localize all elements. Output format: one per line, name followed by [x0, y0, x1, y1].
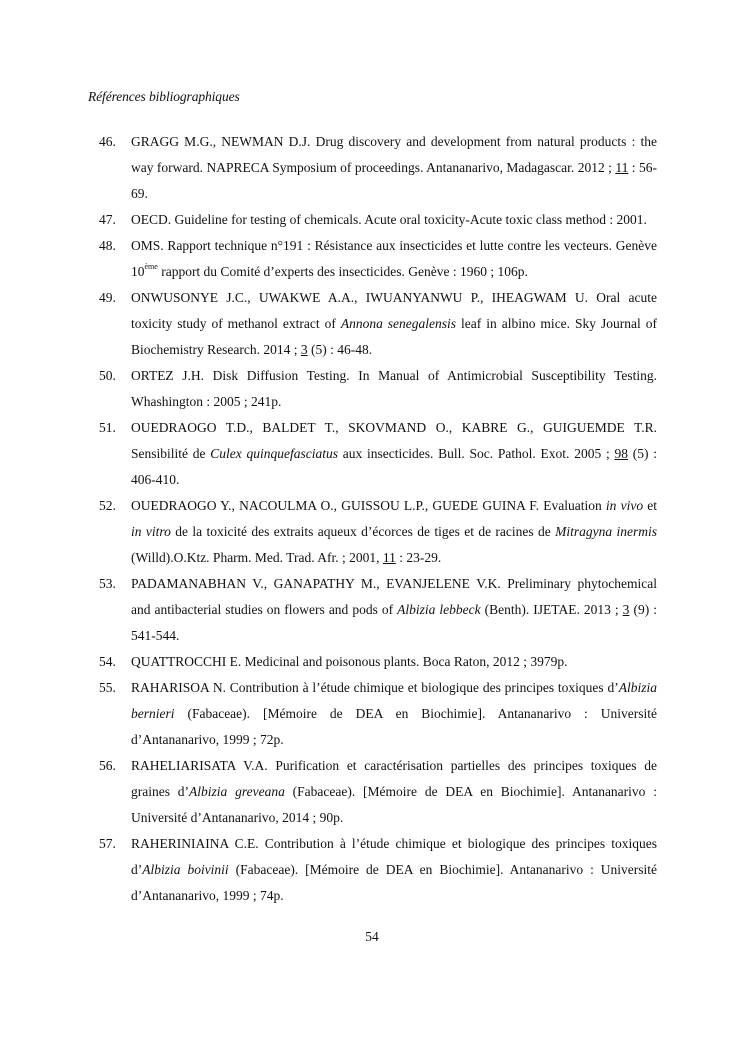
- reference-number: 47.: [99, 212, 116, 227]
- reference-item: [99, 493, 657, 571]
- reference-volume: 98: [614, 446, 628, 461]
- reference-item: [99, 571, 657, 649]
- reference-text: PADAMANABHAN V., GANAPATHY M., EVANJELENE V.K. Preliminary phytochemical and antibacterial studies on flowers and pods of: [131, 576, 657, 617]
- reference-number: 54.: [99, 654, 116, 669]
- reference-text: leaf in albino mice. Sky Journal of Biochemistry Research. 2014 ;: [131, 316, 657, 357]
- reference-item: [99, 415, 657, 493]
- reference-volume: 11: [382, 550, 396, 565]
- page-number: 54: [365, 929, 379, 944]
- reference-item: [99, 831, 657, 909]
- reference-number: 56.: [99, 758, 116, 773]
- reference-italic-text: Albizia boivinii: [142, 862, 229, 877]
- reference-number: 52.: [99, 498, 116, 513]
- reference-number: 55.: [99, 680, 116, 695]
- reference-superscript: ème: [144, 262, 158, 271]
- reference-text: : 56-69.: [131, 160, 657, 201]
- reference-volume: 3: [622, 602, 630, 617]
- reference-italic-text: Albizia lebbeck: [397, 602, 481, 617]
- reference-item: [99, 363, 657, 415]
- reference-number: 57.: [99, 836, 116, 851]
- reference-text: (5) : 406-410.: [131, 446, 657, 487]
- reference-number: 51.: [99, 420, 116, 435]
- reference-list: [99, 129, 657, 909]
- reference-italic-text: Albizia greveana: [189, 784, 285, 799]
- reference-text: (Fabaceae). [Mémoire de DEA en Biochimie]. Antananarivo : Université d’Antananarivo, 1999 ; 74p.: [131, 862, 657, 903]
- reference-volume: 3: [300, 342, 308, 357]
- reference-text: (Fabaceae). [Mémoire de DEA en Biochimie]. Antananarivo : Université d’Antananarivo, 1999 ; 72p.: [131, 706, 657, 747]
- reference-text: ORTEZ J.H. Disk Diffusion Testing. In Manual of Antimicrobial Susceptibility Testing. Whashington : 2005 ; 241p.: [131, 368, 657, 409]
- reference-text: QUATTROCCHI E. Medicinal and poisonous plants. Boca Raton, 2012 ; 3979p.: [131, 654, 568, 669]
- reference-italic-text: in vivo: [605, 498, 644, 513]
- reference-item: [99, 649, 657, 675]
- reference-number: 53.: [99, 576, 116, 591]
- reference-text: OMS. Rapport technique n°191 : Résistance aux insecticides et lutte contre les vecteurs. Genève 10: [131, 238, 657, 279]
- reference-italic-text: Mitragyna inermis: [555, 524, 658, 539]
- reference-item: [99, 753, 657, 831]
- reference-item: [99, 129, 657, 207]
- reference-text: (Benth). IJETAE. 2013 ;: [480, 602, 623, 617]
- reference-text: OUEDRAOGO T.D., BALDET T., SKOVMAND O., KABRE G., GUIGUEMDE T.R. Sensibilité de: [131, 420, 657, 461]
- reference-number: 48.: [99, 238, 116, 253]
- reference-text: (Fabaceae). [Mémoire de DEA en Biochimie]. Antananarivo : Université d’Antananarivo, 2014 ; 90p.: [131, 784, 657, 825]
- reference-text: (5) : 46-48.: [307, 342, 373, 357]
- reference-number: 46.: [99, 134, 116, 149]
- reference-text: rapport du Comité d’experts des insecticides. Genève : 1960 ; 106p.: [157, 264, 528, 279]
- reference-item: [99, 675, 657, 753]
- reference-number: 49.: [99, 290, 116, 305]
- reference-text: (Willd).O.Ktz. Pharm. Med. Trad. Afr. ; 2001,: [131, 550, 383, 565]
- reference-text: RAHERINIAINA C.E. Contribution à l’étude chimique et biologique des principes toxiques d’: [131, 836, 657, 877]
- reference-text: OECD. Guideline for testing of chemicals. Acute oral toxicity-Acute toxic class method : 2001.: [131, 212, 647, 227]
- reference-italic-text: Albizia bernieri: [131, 680, 657, 721]
- reference-text: ONWUSONYE J.C., UWAKWE A.A., IWUANYANWU P., IHEAGWAM U. Oral acute toxicity study of methanol extract of: [131, 290, 657, 331]
- reference-item: [99, 207, 657, 233]
- reference-volume: 11: [615, 160, 629, 175]
- reference-text: OUEDRAOGO Y., NACOULMA O., GUISSOU L.P., GUEDE GUINA F. Evaluation: [131, 498, 606, 513]
- reference-text: GRAGG M.G., NEWMAN D.J. Drug discovery and development from natural products : the way forward. NAPRECA Symposium of proceedings. Antananarivo, Madagascar. 2012 ;: [131, 134, 657, 175]
- reference-item: [99, 285, 657, 363]
- page-header-title: Références bibliographiques: [88, 89, 240, 104]
- reference-text: et: [643, 498, 657, 513]
- reference-text: de la toxicité des extraits aqueux d’écorces de tiges et de racines de: [170, 524, 556, 539]
- reference-italic-text: in vitro: [131, 524, 171, 539]
- reference-text: aux insecticides. Bull. Soc. Pathol. Exot. 2005 ;: [338, 446, 615, 461]
- reference-item: [99, 233, 657, 285]
- reference-text: (9) : 541-544.: [131, 602, 657, 643]
- reference-italic-text: Annona senegalensis: [340, 316, 457, 331]
- reference-italic-text: Culex quinquefasciatus: [210, 446, 339, 461]
- reference-text: RAHARISOA N. Contribution à l’étude chimique et biologique des principes toxiques d’: [131, 680, 619, 695]
- reference-text: : 23-29.: [395, 550, 442, 565]
- reference-number: 50.: [99, 368, 116, 383]
- reference-text: RAHELIARISATA V.A. Purification et caractérisation partielles des principes toxiques de graines d’: [131, 758, 657, 799]
